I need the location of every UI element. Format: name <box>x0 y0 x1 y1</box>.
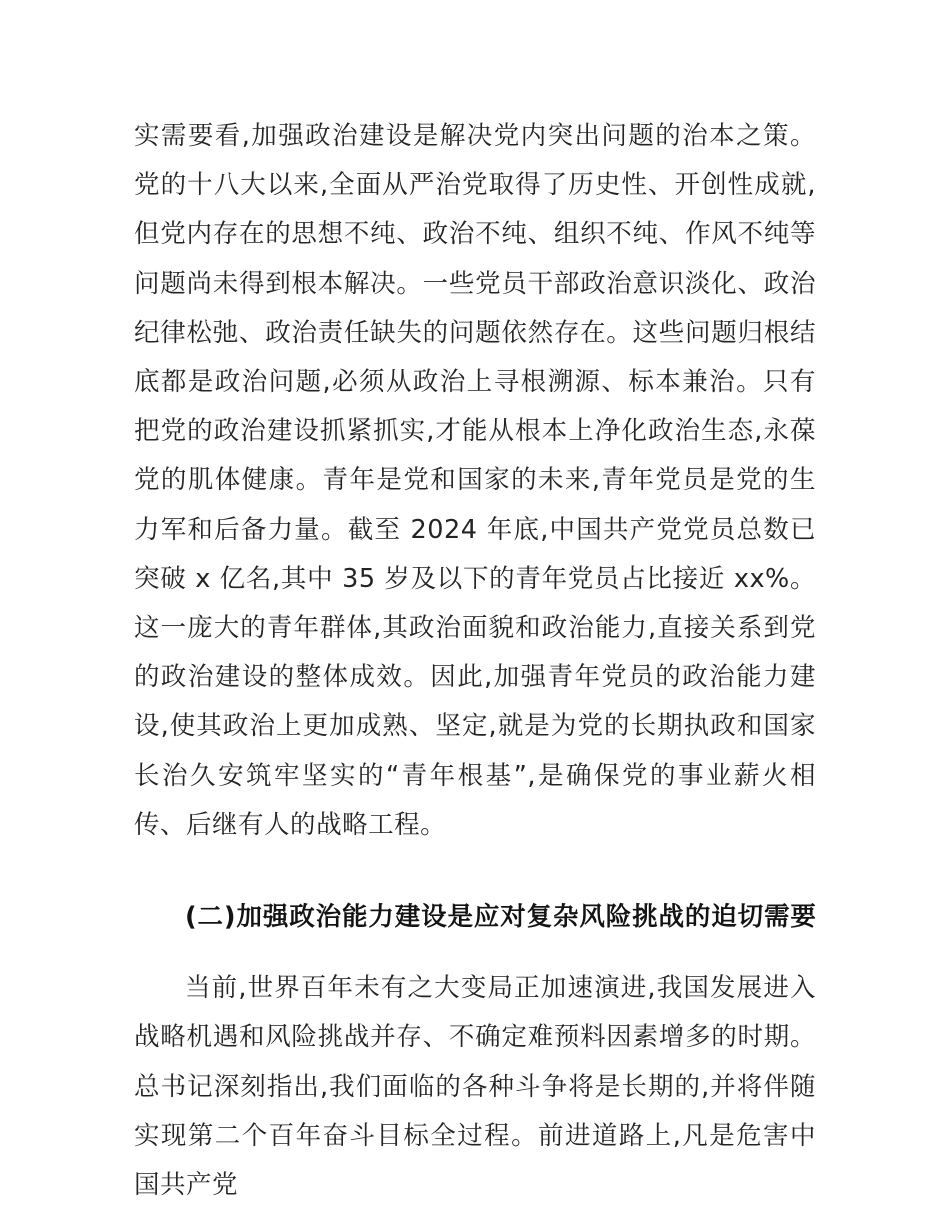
section-heading-two: (二)加强政治能力建设是应对复杂风险挑战的迫切需要 <box>185 902 816 933</box>
body-paragraph-continuation: 实需要看,加强政治建设是解决党内突出问题的治本之策。党的十八大以来,全面从严治党取得了历史性、开创性成就,但党内存在的思想不纯、政治不纯、组织不纯、作风不纯等问题尚未得到根本解决。一些党员干部政治意识淡化、政治纪律松弛、政治责任缺失的问题依然存在。这些问题归根结底都是政治问题,必须从政治上寻根溯源、标本兼治。只有把党的政治建设抓紧抓实,才能从根本上净化政治生态,永葆党的肌体健康。青年是党和国家的未来,青年党员是党的生力军和后备力量。截至 2024 年底,中国共产党党员总数已突破 x 亿名,其中 35 岁及以下的青年党员占比接近 xx%。这一庞大的青年群体,其政治面貌和政治能力,直接关系到党的政治建设的整体成效。因此,加强青年党员的政治能力建设,使其政治上更加成熟、坚定,就是为党的长期执政和国家长治久安筑牢坚实的“青年根基”,是确保党的事业薪火相传、后继有人的战略工程。 <box>134 121 816 840</box>
page-content-area <box>134 112 816 1210</box>
heading-top-spacer <box>134 850 816 893</box>
body-paragraph-truncated: 当前,世界百年未有之大变局正加速演进,我国发展进入战略机遇和风险挑战并存、不确定难预料因素增多的时期。总书记深刻指出,我们面临的各种斗争将是长期的,并将伴随实现第二个百年奋斗目标全过程。前进道路上,凡是危害中国共产党 <box>134 973 816 1201</box>
heading-bottom-spacer <box>134 942 816 964</box>
